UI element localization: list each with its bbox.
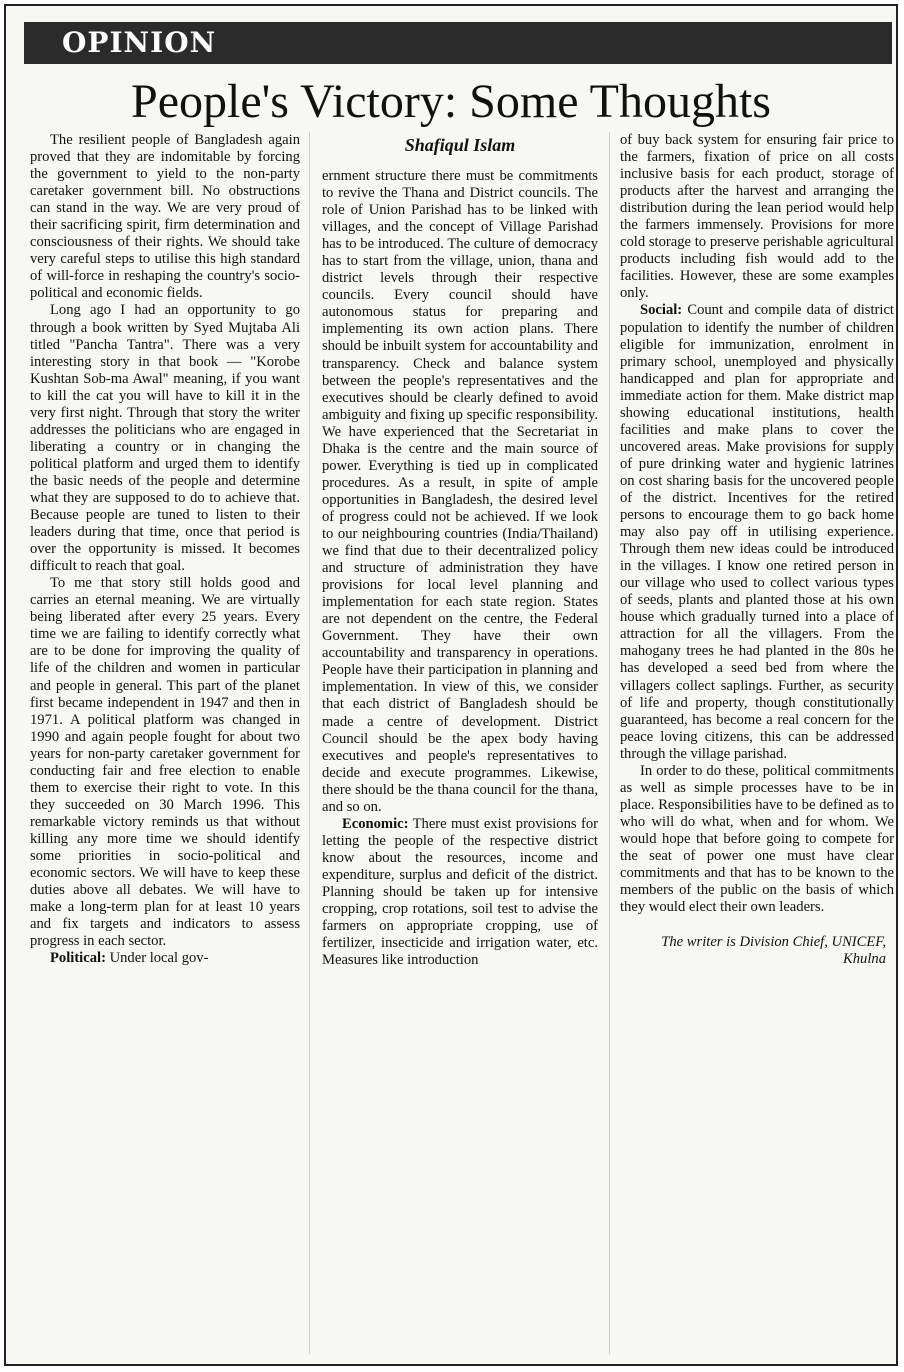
- paragraph: [620, 302, 894, 762]
- section-banner: [24, 22, 892, 64]
- paragraph-text: Under local gov-: [105, 950, 209, 967]
- author-byline: Shafiqul Islam: [404, 135, 516, 155]
- subheading-social: Social:: [640, 302, 683, 319]
- article-column-1: [30, 132, 300, 1358]
- article-column-2: [322, 132, 598, 1358]
- paragraph: of buy back system for ensuring fair price to the farmers, fixation of price on all costs inclusive basis for each product, storage of products after the harvest and arranging the distribution during the lean period would help the farmers immensely. Provisions for more cold storage to preserve perishable agricultural products including fish would add to the facilities. However, these are some examples only.: [620, 132, 894, 302]
- subheading-economic: Economic:: [342, 815, 409, 832]
- paragraph-text: Count and compile data of district population to identify the number of children eligible for immunization, enrolment in primary school, unemployed and physically handicapped and plan for appropriate and immediate action for them. Make district map showing educational institutions, health facilities and make plans to cover the uncovered areas. Make provisions for supply of pure drinking water and hygienic latrines on cost sharing basis for the uncovered people of the district. Incentives for the retired persons to encourage them to go back home may also pay off in utilising experience. Through them new ideas could be introduced in the villages. I know one retired person in our village who used to collect various types of seeds, plants and planted those at his own house which gradually turned into a place of attraction for all the villagers. From the mahogany trees he had planted in the 80s he has developed a seed bed from where the villagers collect saplings. Further, as security of life and property, though constitutionally guaranteed, has become a real concern for the peace loving citizens, this can be addressed through the village parishad.: [620, 302, 894, 762]
- paragraph: [322, 816, 598, 969]
- paragraph-text: There must exist provisions for letting the people of the respective district know about the resources, income and expenditure, surplus and deficit of the district. Planning should be taken up for intensive cropping, crop rotations, soil test to advise the farmers on appropriate cropping, use of fertilizer, insecticide and irrigation water, etc. Measures like introduction: [322, 815, 598, 969]
- paragraph: The resilient people of Bangladesh again proved that they are indomitable by forcing the government to yield to the non-party caretaker government bill. No obstructions can stand in the way. We are very proud of their sacrificing spirit, firm determination and consciousness of their rights. We should take very careful steps to utilise this high standard of will-force in reshaping the country's socio-political and economic fields.: [30, 132, 300, 302]
- paragraph: [30, 950, 300, 967]
- column-divider: [309, 132, 310, 1354]
- article-column-3: [620, 132, 894, 1358]
- paragraph: To me that story still holds good and carries an eternal meaning. We are virtually being liberated after every 25 years. Every time we are failing to identify correctly what are to be done for improving the quality of life of the children and women in particular and people in general. This part of the planet first became independent in 1947 and then in 1971. A political platform was changed in 1990 and again people fought for about two years for non-party caretaker government for conducting fair and free election to enable them to exercise their right to vote. In this they succeeded on 30 March 1996. This remarkable victory reminds us that without killing any more time we should identify some priorities in socio-political and economic sectors. We will have to keep these duties above all debates. We will have to make a long-term plan for at least 10 years and fix targets and indicators to assess progress in each sector.: [30, 575, 300, 950]
- newspaper-clipping: [4, 4, 898, 1366]
- author-credit: The writer is Division Chief, UNICEF, Khulna: [661, 934, 886, 968]
- article-headline: People's Victory: Some Thoughts: [131, 75, 771, 128]
- paragraph: In order to do these, political commitments as well as simple processes have to be in place. Responsibilities have to be defined as to who will do what, when and for whom. We would hope that before going to compete for the seat of power one must have clear commitments and that has to be known to the members of the public on the basis of which they would elect their own leaders.: [620, 762, 894, 916]
- paragraph: Long ago I had an opportunity to go through a book written by Syed Mujtaba Ali titled "Pancha Tantra". There was a very interesting story in that book — "Korobe Kushtan Sob-ma Awal" meaning, if you want to kill the cat you will have to kill it in the very first night. Through that story the writer addresses the politicians who are engaged in liberating a country or in changing the political platform and urged them to identify the basic needs of the people and determine what they are supposed to do to achieve that. Because people are tuned to listen to their leaders during that time, once that period is over the opportunity is missed. It becomes difficult to reach that goal.: [30, 302, 300, 575]
- subheading-political: Political:: [50, 950, 106, 967]
- section-label: OPINION: [62, 26, 217, 59]
- column-divider: [609, 132, 610, 1354]
- paragraph: ernment structure there must be commitments to revive the Thana and District councils. The role of Union Parishad has to be linked with villages, and the concept of Village Parishad has to be introduced. The culture of democracy has to start from the village, union, thana and district levels through their respective councils. Every council should have autonomous status for preparing and implementing its own action plans. There should be inbuilt system for accountability and transparency. Check and balance system between the people's representatives and the executives should be clearly defined to avoid ambiguity and fixing up specific responsibility. We have experienced that the Secretariat in Dhaka is the centre and the main source of power. Everything is tied up in complicated procedures. As a result, in spite of ample opportunities in Bangladesh, the desired level of progress could not be achieved. If we look to our neighbouring countries (India/Thailand) we find that due to their decentralized policy and structure of administration they have provisions for local level planning and implementation for each state region. States are not dependent on the centre, the Federal Government. They have their own accountability and transparency in operations. People have their participation in planning and implementation. In view of this, we consider that each district of Bangladesh should be made a centre of development. District Council should be the apex body having executives and people's representatives to decide and execute programmes. Likewise, there should be the thana council for the thana, and so on.: [322, 168, 598, 815]
